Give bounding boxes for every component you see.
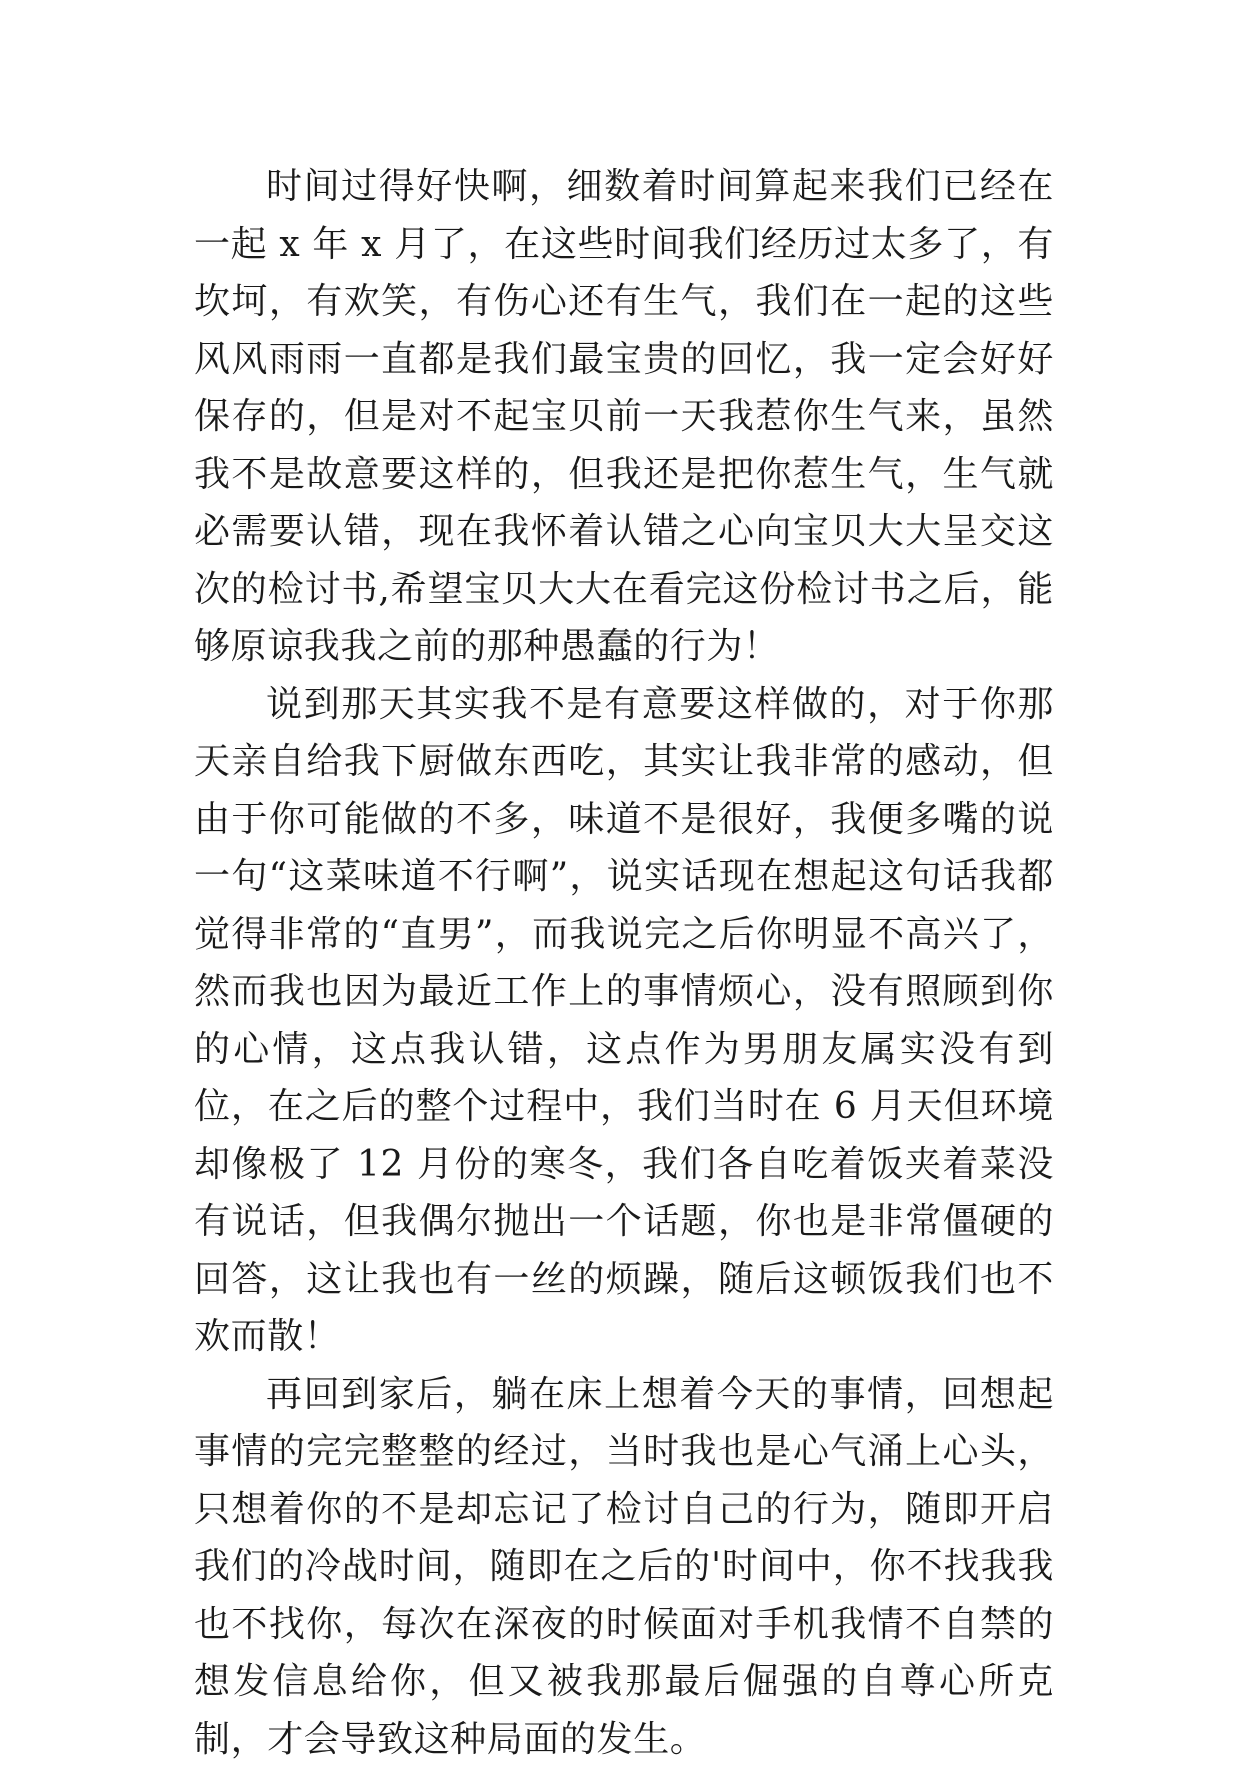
paragraph-2: 说到那天其实我不是有意要这样做的，对于你那天亲自给我下厨做东西吃，其实让我非常的感动，但由于你可能做的不多，味道不是很好，我便多嘴的说一句“这菜味道不行啊”，说实话现在想起这句话我都觉得非常的“直男”，而我说完之后你明显不高兴了，然而我也因为最近工作上的事情烦心，没有照顾到你的心情，这点我认错，这点作为男朋友属实没有到位，在之后的整个过程中，我们当时在 6 月天但环境却像极了 12 月份的寒冬，我们各自吃着饭夹着菜没有说话，但我偶尔抛出一个话题，你也是非常僵硬的回答，这让我也有一丝的烦躁，随后这顿饭我们也不欢而散！ xyxy=(194,676,1054,1366)
paragraph-1: 时间过得好快啊，细数着时间算起来我们已经在一起 x 年 x 月了，在这些时间我们经历过太多了，有坎坷，有欢笑，有伤心还有生气，我们在一起的这些风风雨雨一直都是我们最宝贵的回忆，我一定会好好保存的，但是对不起宝贝前一天我惹你生气来，虽然我不是故意要这样的，但我还是把你惹生气，生气就必需要认错，现在我怀着认错之心向宝贝大大呈交这次的检讨书,希望宝贝大大在看完这份检讨书之后，能够原谅我我之前的那种愚蠢的行为！ xyxy=(194,158,1054,676)
document-body xyxy=(194,158,1054,1768)
paragraph-3: 再回到家后，躺在床上想着今天的事情，回想起事情的完完整整的经过，当时我也是心气涌上心头，只想着你的不是却忘记了检讨自己的行为，随即开启我们的冷战时间，随即在之后的'时间中，你不找我我也不找你，每次在深夜的时候面对手机我情不自禁的想发信息给你，但又被我那最后倔强的自尊心所克制，才会导致这种局面的发生。 xyxy=(194,1366,1054,1768)
